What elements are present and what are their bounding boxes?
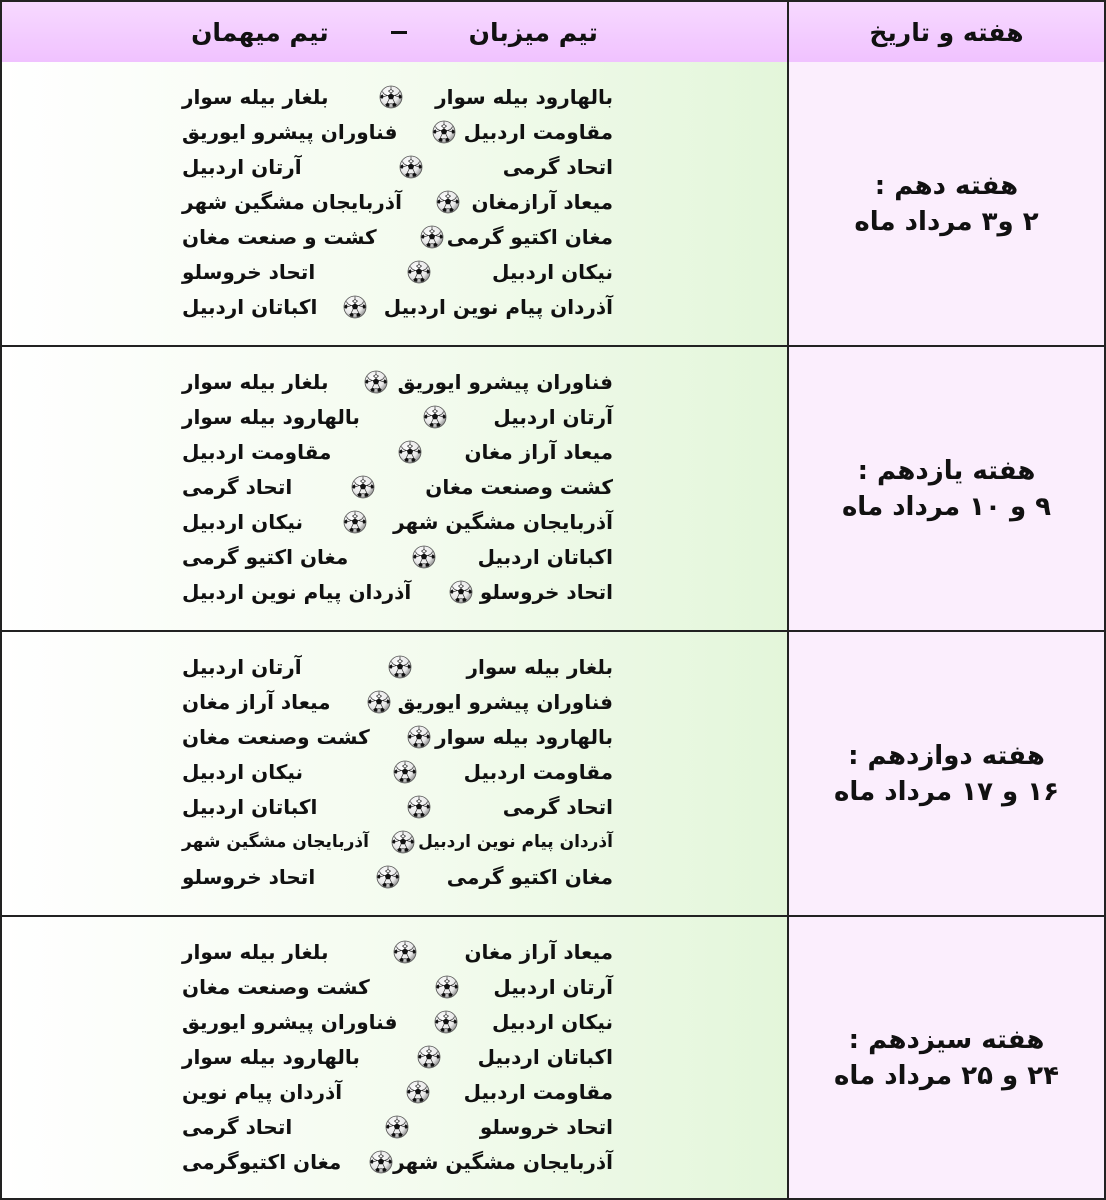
- away-team: مغان اکتیوگرمی: [182, 1150, 342, 1174]
- away-team: بلغار بیله سوار: [182, 85, 329, 109]
- week-title: هفته سیزدهم :: [848, 1024, 1045, 1055]
- match-row: [2, 790, 789, 824]
- soccer-ball-icon: [434, 1010, 458, 1034]
- match-row: [2, 935, 789, 969]
- week-title: هفته یازدهم :: [857, 455, 1036, 486]
- home-team: میعاد آرازمغان: [471, 190, 613, 214]
- home-team: مغان اکتیو گرمی: [446, 865, 613, 889]
- away-team: کشت وصنعت مغان: [182, 975, 370, 999]
- home-team: آرتان اردبیل: [493, 975, 613, 999]
- away-team: بالهارود بیله سوار: [182, 1045, 360, 1069]
- home-team: آذردان پیام نوین اردبیل: [383, 295, 613, 319]
- match-row: [2, 365, 789, 399]
- soccer-ball-icon: [367, 690, 391, 714]
- away-team: کشت و صنعت مغان: [182, 225, 377, 249]
- soccer-ball-icon: [343, 295, 367, 319]
- away-team: اتحاد خروسلو: [182, 260, 316, 284]
- home-team: کشت وصنعت مغان: [425, 475, 613, 499]
- header-away-label: تیم میهمان: [191, 17, 329, 47]
- week-date: ۲ و۳ مرداد ماه: [854, 206, 1039, 237]
- home-team: اتحاد گرمی: [502, 155, 613, 179]
- away-team: اتحاد گرمی: [182, 1115, 293, 1139]
- match-row: [2, 220, 789, 254]
- match-row: [2, 1110, 789, 1144]
- week-title: هفته دوازدهم :: [848, 740, 1045, 771]
- week-row: [2, 62, 1104, 347]
- match-row: [2, 685, 789, 719]
- away-team: بلغار بیله سوار: [182, 370, 329, 394]
- soccer-ball-icon: [393, 760, 417, 784]
- away-team: اکباتان اردبیل: [182, 795, 318, 819]
- match-row: [2, 400, 789, 434]
- match-row: [2, 505, 789, 539]
- match-row: [2, 470, 789, 504]
- header-week-date-label: هفته و تاریخ: [869, 17, 1024, 47]
- away-team: اتحاد گرمی: [182, 475, 293, 499]
- home-team: مقاومت اردبیل: [463, 760, 613, 784]
- week-date-cell: [789, 62, 1104, 345]
- soccer-ball-icon: [449, 580, 473, 604]
- soccer-ball-icon: [407, 795, 431, 819]
- soccer-ball-icon: [391, 830, 415, 854]
- week-row: [2, 347, 1104, 632]
- soccer-ball-icon: [393, 940, 417, 964]
- away-team: فناوران پیشرو ایوریق: [182, 1010, 398, 1034]
- match-row: [2, 575, 789, 609]
- home-team: آرتان اردبیل: [493, 405, 613, 429]
- match-row: [2, 185, 789, 219]
- home-team: آذردان پیام نوین اردبیل: [418, 832, 613, 852]
- away-team: بلغار بیله سوار: [182, 940, 329, 964]
- away-team: آذربایجان مشگین شهر: [182, 190, 402, 214]
- home-team: اکباتان اردبیل: [477, 1045, 613, 1069]
- home-team: نیکان اردبیل: [491, 260, 613, 284]
- away-team: اکباتان اردبیل: [182, 295, 318, 319]
- soccer-ball-icon: [399, 155, 423, 179]
- soccer-ball-icon: [388, 655, 412, 679]
- header-home-label: تیم میزبان: [468, 17, 598, 47]
- match-row: [2, 290, 789, 324]
- soccer-ball-icon: [385, 1115, 409, 1139]
- away-team: آذردان پیام نوین اردبیل: [182, 580, 412, 604]
- away-team: آرتان اردبیل: [182, 155, 302, 179]
- week-row: [2, 917, 1104, 1198]
- soccer-ball-icon: [432, 120, 456, 144]
- soccer-ball-icon: [351, 475, 375, 499]
- home-team: اکباتان اردبیل: [477, 545, 613, 569]
- away-team: مقاومت اردبیل: [182, 440, 332, 464]
- week-row: [2, 632, 1104, 917]
- home-team: نیکان اردبیل: [491, 1010, 613, 1034]
- home-team: مغان اکتیو گرمی: [446, 225, 613, 249]
- match-row: [2, 80, 789, 114]
- home-team: آذربایجان مشگین شهر: [393, 510, 613, 534]
- matches-cell: [2, 632, 789, 915]
- match-row: [2, 435, 789, 469]
- home-team: مقاومت اردبیل: [463, 120, 613, 144]
- match-row: [2, 115, 789, 149]
- home-team: مقاومت اردبیل: [463, 1080, 613, 1104]
- away-team: آرتان اردبیل: [182, 655, 302, 679]
- match-row: [2, 150, 789, 184]
- away-team: کشت وصنعت مغان: [182, 725, 370, 749]
- soccer-ball-icon: [423, 405, 447, 429]
- week-date: ۲۴ و ۲۵ مرداد ماه: [834, 1060, 1059, 1091]
- header-dash: [391, 31, 407, 34]
- home-team: بالهارود بیله سوار: [435, 85, 613, 109]
- soccer-ball-icon: [369, 1150, 393, 1174]
- table-header: [2, 2, 1104, 64]
- header-week-date-cell: [789, 2, 1104, 62]
- home-team: آذربایجان مشگین شهر: [393, 1150, 613, 1174]
- away-team: بالهارود بیله سوار: [182, 405, 360, 429]
- soccer-ball-icon: [417, 1045, 441, 1069]
- home-team: میعاد آراز مغان: [464, 940, 613, 964]
- home-team: بلغار بیله سوار: [466, 655, 613, 679]
- week-date-cell: [789, 347, 1104, 630]
- soccer-ball-icon: [420, 225, 444, 249]
- week-date-cell: [789, 632, 1104, 915]
- soccer-ball-icon: [436, 190, 460, 214]
- away-team: نیکان اردبیل: [182, 760, 304, 784]
- match-row: [2, 1145, 789, 1179]
- soccer-ball-icon: [343, 510, 367, 534]
- home-team: فناوران پیشرو ایوریق: [397, 370, 613, 394]
- away-team: فناوران پیشرو ایوریق: [182, 120, 398, 144]
- away-team: آذردان پیام نوین: [182, 1080, 343, 1104]
- week-date: ۱۶ و ۱۷ مرداد ماه: [834, 776, 1059, 807]
- soccer-ball-icon: [407, 260, 431, 284]
- soccer-ball-icon: [398, 440, 422, 464]
- away-team: میعاد آراز مغان: [182, 690, 331, 714]
- match-row: [2, 255, 789, 289]
- away-team: نیکان اردبیل: [182, 510, 304, 534]
- match-row: [2, 970, 789, 1004]
- match-row: [2, 540, 789, 574]
- soccer-ball-icon: [376, 865, 400, 889]
- home-team: بالهارود بیله سوار: [435, 725, 613, 749]
- soccer-ball-icon: [412, 545, 436, 569]
- home-team: اتحاد خروسلو: [479, 580, 613, 604]
- match-row: [2, 755, 789, 789]
- home-team: اتحاد خروسلو: [479, 1115, 613, 1139]
- match-row: [2, 825, 789, 859]
- match-row: [2, 1005, 789, 1039]
- soccer-ball-icon: [407, 725, 431, 749]
- week-date: ۹ و ۱۰ مرداد ماه: [841, 491, 1052, 522]
- soccer-ball-icon: [435, 975, 459, 999]
- match-row: [2, 720, 789, 754]
- matches-cell: [2, 62, 789, 345]
- away-team: اتحاد خروسلو: [182, 865, 316, 889]
- soccer-ball-icon: [379, 85, 403, 109]
- match-row: [2, 860, 789, 894]
- soccer-ball-icon: [406, 1080, 430, 1104]
- home-team: میعاد آراز مغان: [464, 440, 613, 464]
- away-team: مغان اکتیو گرمی: [182, 545, 349, 569]
- match-row: [2, 1040, 789, 1074]
- matches-cell: [2, 917, 789, 1198]
- matches-cell: [2, 347, 789, 630]
- week-date-cell: [789, 917, 1104, 1198]
- home-team: اتحاد گرمی: [502, 795, 613, 819]
- soccer-ball-icon: [364, 370, 388, 394]
- home-team: فناوران پیشرو ایوریق: [397, 690, 613, 714]
- match-row: [2, 1075, 789, 1109]
- header-matches-cell: [2, 2, 789, 62]
- week-title: هفته دهم :: [874, 170, 1019, 201]
- match-row: [2, 650, 789, 684]
- away-team: آذربایجان مشگین شهر: [182, 832, 369, 852]
